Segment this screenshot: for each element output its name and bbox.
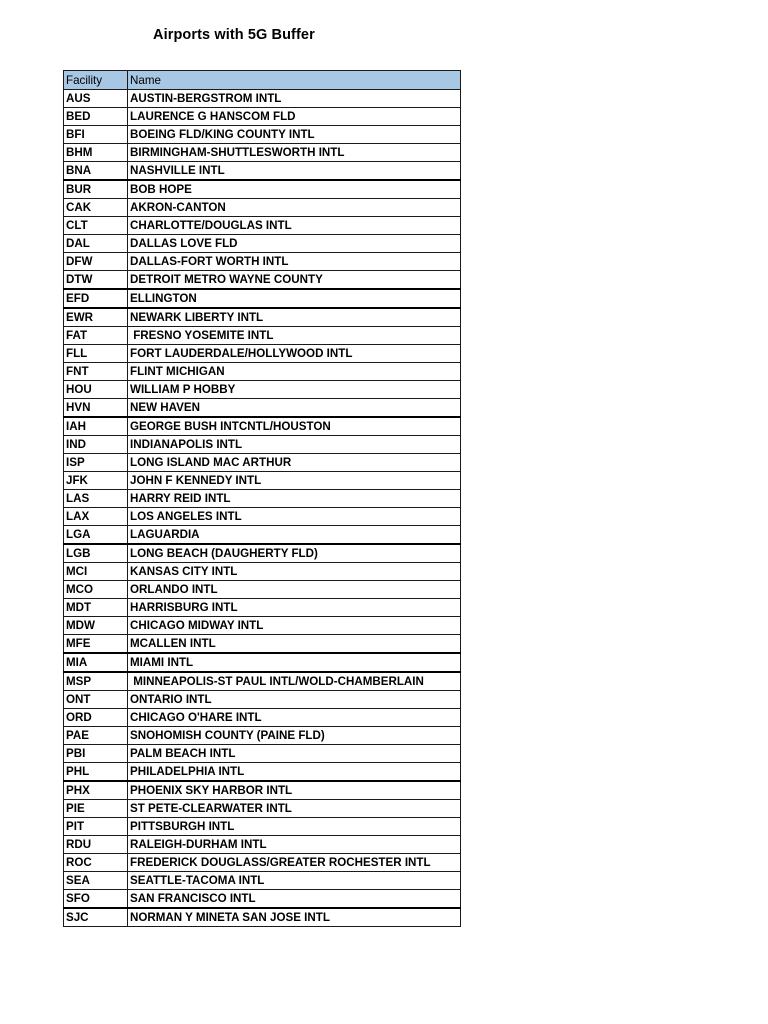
table-row: [64, 709, 461, 727]
facility-cell[interactable]: LGB: [64, 544, 128, 563]
facility-cell[interactable]: PBI: [64, 745, 128, 763]
name-cell[interactable]: RALEIGH-DURHAM INTL: [128, 836, 461, 854]
name-cell[interactable]: BOB HOPE: [128, 180, 461, 199]
name-cell[interactable]: SAN FRANCISCO INTL: [128, 890, 461, 909]
table-row: [64, 144, 461, 162]
facility-cell[interactable]: BFI: [64, 126, 128, 144]
table-row: [64, 854, 461, 872]
name-cell[interactable]: CHICAGO O'HARE INTL: [128, 709, 461, 727]
name-cell[interactable]: DETROIT METRO WAYNE COUNTY: [128, 271, 461, 290]
facility-cell[interactable]: PHL: [64, 763, 128, 782]
table-row: [64, 635, 461, 654]
table-row: [64, 217, 461, 235]
name-cell[interactable]: NEWARK LIBERTY INTL: [128, 308, 461, 327]
name-cell[interactable]: BIRMINGHAM-SHUTTLESWORTH INTL: [128, 144, 461, 162]
name-cell[interactable]: BOEING FLD/KING COUNTY INTL: [128, 126, 461, 144]
table-row: [64, 691, 461, 709]
facility-cell[interactable]: DTW: [64, 271, 128, 290]
facility-cell[interactable]: BED: [64, 108, 128, 126]
facility-cell[interactable]: PIT: [64, 818, 128, 836]
table-row: [64, 327, 461, 345]
name-cell[interactable]: NEW HAVEN: [128, 399, 461, 418]
facility-cell[interactable]: FNT: [64, 363, 128, 381]
name-cell[interactable]: PHOENIX SKY HARBOR INTL: [128, 781, 461, 800]
name-cell[interactable]: PITTSBURGH INTL: [128, 818, 461, 836]
name-cell[interactable]: CHARLOTTE/DOUGLAS INTL: [128, 217, 461, 235]
column-header-name[interactable]: Name: [128, 71, 461, 90]
table-row: [64, 818, 461, 836]
facility-cell[interactable]: MDW: [64, 617, 128, 635]
facility-cell[interactable]: BNA: [64, 162, 128, 181]
facility-cell[interactable]: CLT: [64, 217, 128, 235]
table-row: [64, 581, 461, 599]
name-cell[interactable]: DALLAS-FORT WORTH INTL: [128, 253, 461, 271]
column-header-facility[interactable]: Facility: [64, 71, 128, 90]
name-cell[interactable]: LAGUARDIA: [128, 526, 461, 545]
name-cell[interactable]: DALLAS LOVE FLD: [128, 235, 461, 253]
table-row: [64, 436, 461, 454]
table-row: [64, 508, 461, 526]
facility-cell[interactable]: HVN: [64, 399, 128, 418]
table-row: [64, 399, 461, 418]
name-cell[interactable]: FLINT MICHIGAN: [128, 363, 461, 381]
airports-table: [63, 70, 461, 927]
table-row: [64, 454, 461, 472]
facility-cell[interactable]: DAL: [64, 235, 128, 253]
facility-cell[interactable]: LAS: [64, 490, 128, 508]
facility-cell[interactable]: FAT: [64, 327, 128, 345]
table-row: [64, 727, 461, 745]
table-row: [64, 617, 461, 635]
table-row: [64, 180, 461, 199]
name-cell[interactable]: HARRISBURG INTL: [128, 599, 461, 617]
facility-cell[interactable]: HOU: [64, 381, 128, 399]
facility-cell[interactable]: MFE: [64, 635, 128, 654]
facility-cell[interactable]: CAK: [64, 199, 128, 217]
table-row: [64, 90, 461, 108]
table-row: [64, 872, 461, 890]
name-cell[interactable]: FRESNO YOSEMITE INTL: [128, 327, 461, 345]
facility-cell[interactable]: LGA: [64, 526, 128, 545]
table-row: [64, 199, 461, 217]
name-cell[interactable]: ST PETE-CLEARWATER INTL: [128, 800, 461, 818]
table-row: [64, 162, 461, 181]
facility-cell[interactable]: BUR: [64, 180, 128, 199]
name-cell[interactable]: FORT LAUDERDALE/HOLLYWOOD INTL: [128, 345, 461, 363]
name-cell[interactable]: LAURENCE G HANSCOM FLD: [128, 108, 461, 126]
name-cell[interactable]: ORLANDO INTL: [128, 581, 461, 599]
table-row: [64, 672, 461, 691]
table-row: [64, 763, 461, 782]
name-cell[interactable]: MCALLEN INTL: [128, 635, 461, 654]
table-row: [64, 890, 461, 909]
facility-cell[interactable]: PIE: [64, 800, 128, 818]
table-row: [64, 271, 461, 290]
table-row: [64, 345, 461, 363]
facility-cell[interactable]: MIA: [64, 653, 128, 672]
table-row: [64, 800, 461, 818]
facility-cell[interactable]: MDT: [64, 599, 128, 617]
name-cell[interactable]: NORMAN Y MINETA SAN JOSE INTL: [128, 908, 461, 927]
facility-cell[interactable]: SFO: [64, 890, 128, 909]
table-row: [64, 781, 461, 800]
table-row: [64, 836, 461, 854]
facility-cell[interactable]: SJC: [64, 908, 128, 927]
table-row: [64, 472, 461, 490]
table-row: [64, 599, 461, 617]
name-cell[interactable]: WILLIAM P HOBBY: [128, 381, 461, 399]
table-row: [64, 308, 461, 327]
table-row: [64, 544, 461, 563]
name-cell[interactable]: LONG ISLAND MAC ARTHUR: [128, 454, 461, 472]
facility-cell[interactable]: PAE: [64, 727, 128, 745]
facility-cell[interactable]: FLL: [64, 345, 128, 363]
name-cell[interactable]: GEORGE BUSH INTCNTL/HOUSTON: [128, 417, 461, 436]
name-cell[interactable]: KANSAS CITY INTL: [128, 563, 461, 581]
facility-cell[interactable]: LAX: [64, 508, 128, 526]
facility-cell[interactable]: PHX: [64, 781, 128, 800]
facility-cell[interactable]: EFD: [64, 289, 128, 308]
name-cell[interactable]: MINNEAPOLIS-ST PAUL INTL/WOLD-CHAMBERLAIN: [128, 672, 461, 691]
table-row: [64, 126, 461, 144]
facility-cell[interactable]: ROC: [64, 854, 128, 872]
name-cell[interactable]: ONTARIO INTL: [128, 691, 461, 709]
name-cell[interactable]: SEATTLE-TACOMA INTL: [128, 872, 461, 890]
table-header-row: [64, 71, 461, 90]
facility-cell[interactable]: DFW: [64, 253, 128, 271]
name-cell[interactable]: FREDERICK DOUGLASS/GREATER ROCHESTER INTL: [128, 854, 461, 872]
table-row: [64, 653, 461, 672]
facility-cell[interactable]: MCI: [64, 563, 128, 581]
table-row: [64, 526, 461, 545]
table-row: [64, 289, 461, 308]
facility-cell[interactable]: MCO: [64, 581, 128, 599]
facility-cell[interactable]: ORD: [64, 709, 128, 727]
table-row: [64, 108, 461, 126]
name-cell[interactable]: PALM BEACH INTL: [128, 745, 461, 763]
name-cell[interactable]: LONG BEACH (DAUGHERTY FLD): [128, 544, 461, 563]
facility-cell[interactable]: RDU: [64, 836, 128, 854]
facility-cell[interactable]: IND: [64, 436, 128, 454]
name-cell[interactable]: PHILADELPHIA INTL: [128, 763, 461, 782]
facility-cell[interactable]: IAH: [64, 417, 128, 436]
table-row: [64, 253, 461, 271]
table-row: [64, 417, 461, 436]
table-row: [64, 363, 461, 381]
page-title: Airports with 5G Buffer: [153, 27, 315, 43]
name-cell[interactable]: JOHN F KENNEDY INTL: [128, 472, 461, 490]
name-cell[interactable]: HARRY REID INTL: [128, 490, 461, 508]
table-row: [64, 490, 461, 508]
table-row: [64, 381, 461, 399]
name-cell[interactable]: LOS ANGELES INTL: [128, 508, 461, 526]
name-cell[interactable]: AKRON-CANTON: [128, 199, 461, 217]
facility-cell[interactable]: EWR: [64, 308, 128, 327]
table-row: [64, 235, 461, 253]
name-cell[interactable]: NASHVILLE INTL: [128, 162, 461, 181]
name-cell[interactable]: ELLINGTON: [128, 289, 461, 308]
name-cell[interactable]: INDIANAPOLIS INTL: [128, 436, 461, 454]
name-cell[interactable]: AUSTIN-BERGSTROM INTL: [128, 90, 461, 108]
table-row: [64, 745, 461, 763]
table-row: [64, 563, 461, 581]
facility-cell[interactable]: ISP: [64, 454, 128, 472]
name-cell[interactable]: CHICAGO MIDWAY INTL: [128, 617, 461, 635]
facility-cell[interactable]: SEA: [64, 872, 128, 890]
name-cell[interactable]: MIAMI INTL: [128, 653, 461, 672]
facility-cell[interactable]: AUS: [64, 90, 128, 108]
facility-cell[interactable]: MSP: [64, 672, 128, 691]
facility-cell[interactable]: ONT: [64, 691, 128, 709]
table-body: [64, 90, 461, 927]
facility-cell[interactable]: BHM: [64, 144, 128, 162]
table-row: [64, 908, 461, 927]
facility-cell[interactable]: JFK: [64, 472, 128, 490]
name-cell[interactable]: SNOHOMISH COUNTY (PAINE FLD): [128, 727, 461, 745]
